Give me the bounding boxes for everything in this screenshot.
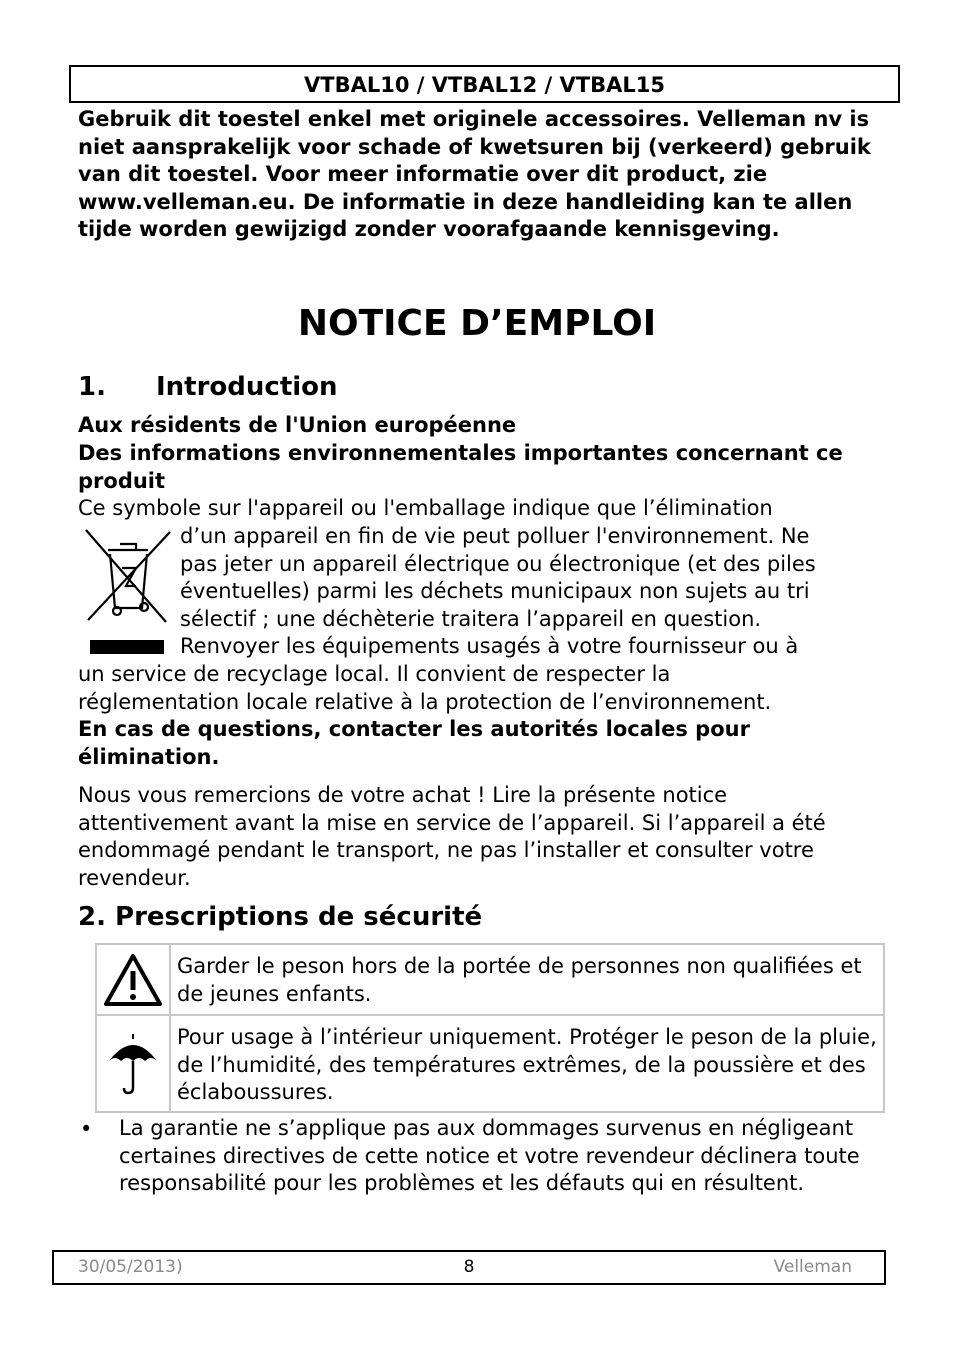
weee-crossed-bin-icon <box>80 524 176 659</box>
dutch-disclaimer: Gebruik dit toestel enkel met originele accessoires. Velleman nv is niet aansprakelijk voor schade of kwetsuren bij (verkeerd) gebruik van dit toestel. Voor meer informatie over dit product, zie www.velleman.eu. De informatie in deze handleiding kan te allen tijde worden gewijzigd zonder voorafgaande kennisgeving. <box>78 107 871 242</box>
weee-line-6: Renvoyer les équipements usagés à votre fournisseur ou à <box>180 634 799 658</box>
page-footer <box>52 1250 886 1285</box>
safety-row-text: Garder le peson hors de la portée de personnes non qualifiées et de jeunes enfants. <box>177 954 862 1006</box>
section-1-title: Introduction <box>156 372 338 402</box>
environment-info-heading: Des informations environnementales importantes concernant ce produit <box>78 441 843 493</box>
safety-row <box>97 945 883 1016</box>
footer-date: 30/05/2013) <box>78 1257 183 1277</box>
weee-line-4: éventuelles) parmi les déchets municipaux non sujets au tri <box>180 579 810 603</box>
weee-line-5: sélectif ; une déchèterie traitera l’appareil en question. <box>180 607 762 631</box>
section-2-heading: 2. Prescriptions de sécurité <box>78 902 483 932</box>
warning-triangle-icon <box>97 945 171 1014</box>
safety-row-text: Pour usage à l’intérieur uniquement. Protéger le peson de la pluie, de l’humidité, des températures extrêmes, de la poussière et des éclaboussures. <box>177 1025 877 1105</box>
weee-line-2: d’un appareil en fin de vie peut polluer l'environnement. Ne <box>180 524 810 548</box>
bullet-marker: • <box>80 1117 93 1141</box>
section-1-number: 1. <box>78 372 106 402</box>
section-1-heading <box>78 370 338 404</box>
weee-line-3: pas jeter un appareil électrique ou électronique (et des piles <box>180 552 816 576</box>
safety-row <box>97 1016 883 1111</box>
eu-residents-heading: Aux résidents de l'Union européenne <box>78 413 517 437</box>
safety-table <box>95 943 885 1113</box>
weee-line-7: un service de recyclage local. Il convient de respecter la <box>78 662 671 686</box>
warranty-bullet: La garantie ne s’applique pas aux dommages survenus en négligeant certaines directives de cette notice et votre revendeur déclinera toute responsabilité pour les problèmes et les défauts qui en résultent. <box>119 1116 860 1196</box>
contact-authorities-note: En cas de questions, contacter les autorités locales pour élimination. <box>78 717 750 769</box>
footer-brand: Velleman <box>773 1257 852 1277</box>
main-title: NOTICE D’EMPLOI <box>297 303 657 344</box>
model-header: VTBAL10 / VTBAL12 / VTBAL15 <box>69 65 900 103</box>
thanks-paragraph: Nous vous remercions de votre achat ! Lire la présente notice attentivement avant la mise en service de l’appareil. Si l’appareil a été endommagé pendant le transport, ne pas l’installer et consulter votre revendeur. <box>78 783 826 890</box>
weee-line-1: Ce symbole sur l'appareil ou l'emballage indique que l’élimination <box>78 496 773 520</box>
umbrella-icon <box>97 1016 171 1111</box>
weee-line-8: réglementation locale relative à la protection de l’environnement. <box>78 690 772 714</box>
footer-page-number: 8 <box>463 1257 475 1277</box>
